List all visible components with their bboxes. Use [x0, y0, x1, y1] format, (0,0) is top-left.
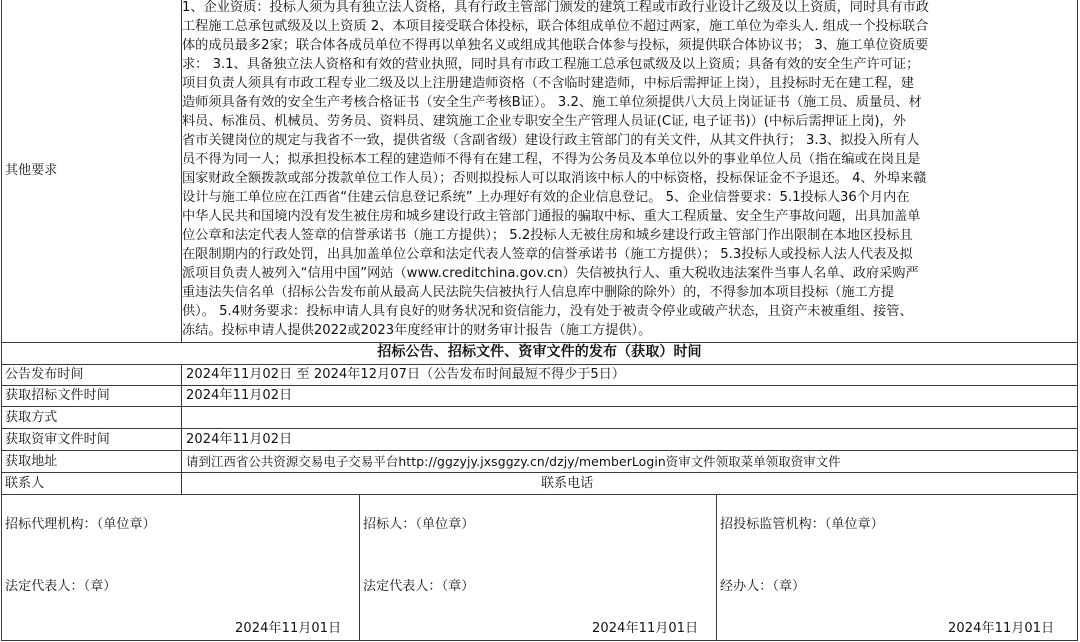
other-req-line: 冻结。投标申请人提供2022或2023年度经审计的财务审计报告（施工方提供）。 — [182, 323, 652, 338]
agent-rep: 法定代表人：（章） — [5, 579, 117, 594]
contact-label: 联系人 — [5, 476, 45, 491]
address-value: 请到江西省公共资源交易电子交易平台http://ggzyjy.jxsggzy.cn/dzjy/memberLogin资审文件领取菜单领取资审文件 — [186, 454, 841, 469]
tender-doc-time-label: 获取招标文件时间 — [5, 388, 110, 403]
agent-date: 2024年11月01日 — [235, 621, 342, 636]
rule-row-3 — [1, 428, 1078, 429]
rule-row-4 — [1, 450, 1078, 451]
publish-time-label: 公告发布时间 — [5, 367, 84, 382]
prequal-doc-time-label: 获取资审文件时间 — [5, 432, 110, 447]
rule-sign-2 — [716, 494, 717, 640]
rule-row-2 — [1, 406, 1078, 407]
other-req-line: 在限制期内的行政处罚，出具加盖单位公章和法定代表人签章的信誉承诺书（施工方提供）； 5.3投标人或投标人法人代表及拟 — [182, 247, 913, 262]
other-req-line: 省市关键岗位的规定与我省不一致，提供省级（含副省级）建设行政主管部门的有关文件，从其文件执行； 3.3、拟投入所有人 — [182, 133, 920, 148]
other-req-line: 中华人民共和国境内没有发生被住房和城乡建设行政主管部门通报的骗取中标、重大工程质量、安全生产事故问题，出具加盖单 — [182, 209, 921, 224]
tenderer-org: 招标人：（单位章） — [363, 517, 475, 532]
agent-org: 招标代理机构：（单位章） — [5, 517, 156, 532]
rule-left — [1, 0, 2, 641]
other-req-line: 设计与施工单位应在江西省“住建云信息登记系统” 上办理好有效的企业信息登记。 5、企业信誉要求：5.1投标人36个月内在 — [182, 190, 910, 205]
other-req-line: 供）。 5.4财务要求：投标申请人具有良好的财务状况和资信能力，没有处于被责令停业或破产状态，且资产未被重组、接管、 — [182, 304, 913, 319]
other-req-line: 工程施工总承包贰级及以上资质 2、本项目接受联合体投标，联合体组成单位不超过两家，施工单位为牵头人. 组成一个投标联合 — [182, 19, 929, 34]
other-req-line: 位公章和法定代表人签章的信誉承诺书（施工方提供）； 5.2投标人无被住房和城乡建设行政主管部门作出限制在本地区投标且 — [182, 228, 913, 243]
contact-phone-label: 联系电话 — [541, 476, 594, 491]
method-label: 获取方式 — [5, 410, 58, 425]
other-req-line: 造师须具备有效的安全生产考核合格证书（安全生产考核B证）。 3.2、施工单位须提供八大员上岗证证书（施工员、质量员、材 — [182, 95, 922, 110]
other-req-line: 重违法失信名单（招标公告发布前从最高人民法院失信被执行人信息库中删除的除外）的，不得参加本项目投标（施工方提 — [182, 285, 895, 300]
tender-doc-time-value: 2024年11月02日 — [186, 388, 293, 403]
rule-row-1 — [1, 385, 1078, 386]
other-req-line: 项目负责人须具有市政工程专业二级及以上注册建造师资格（不含临时建造师，中标后需押证上岗），且投标时无在建工程，建 — [182, 76, 914, 91]
other-req-line: 派项目负责人被列入“信用中国”网站（www.creditchina.gov.cn）失信被执行人、重大税收违法案件当事人名单、政府采购严 — [182, 266, 919, 281]
rule-bottom — [1, 640, 1078, 641]
rule-right — [1077, 0, 1078, 641]
other-req-line: 料员、标准员、机械员、劳务员、资料员、建筑施工企业专职安全生产管理人员证(C证, 电子证书)）(中标后需押证上岗)，外 — [182, 114, 906, 129]
rule-row-6 — [1, 494, 1078, 495]
supervisor-date: 2024年11月01日 — [948, 621, 1055, 636]
other-req-line: 1、企业资质：投标人须为具有独立法人资格，具有行政主管部门颁发的建筑工程或市政行业设计乙级及以上资质，同时具有市政 — [182, 0, 929, 15]
supervisor-rep: 经办人：（章） — [720, 579, 806, 594]
prequal-doc-time-value: 2024年11月02日 — [186, 432, 293, 447]
supervisor-org: 招投标监管机构：（单位章） — [720, 517, 884, 532]
publish-time-value: 2024年11月02日 至 2024年12月07日（公告发布时间最短不得少于5日） — [186, 367, 625, 382]
announcement-table — [1, 0, 1078, 641]
section-title: 招标公告、招标文件、资审文件的发布（获取）时间 — [377, 344, 702, 360]
rule-sign-1 — [359, 494, 360, 640]
tenderer-date: 2024年11月01日 — [592, 621, 699, 636]
other-req-line: 员不得为同一人；拟承担投标本工程的建造师不得有在建工程，不得为公务员及本单位以外的事业单位人员（指在编或在岗且是 — [182, 152, 921, 167]
other-req-label: 其他要求 — [5, 163, 58, 178]
other-req-line: 体的成员最多2家；联合体各成员单位不得再以单独名义或组成其他联合体参与投标，须提供联合体协议书； 3、施工单位资质要 — [182, 38, 929, 53]
rule-label-col-rows — [181, 364, 182, 494]
other-req-line: 求： 3.1、具备独立法人资格和有效的营业执照，同时具有市政工程施工总承包贰级及以上资质；具备有效的安全生产许可证； — [182, 57, 920, 72]
address-label: 获取地址 — [5, 454, 58, 469]
tenderer-rep: 法定代表人：（章） — [363, 579, 475, 594]
other-req-line: 国家财政全额拨款或部分拨款单位工作人员）；否则拟投标人可以取消该中标人的中标资格，投标保证金不予退还。 4、外埠来赣 — [182, 171, 927, 186]
rule-row-5 — [1, 472, 1078, 473]
